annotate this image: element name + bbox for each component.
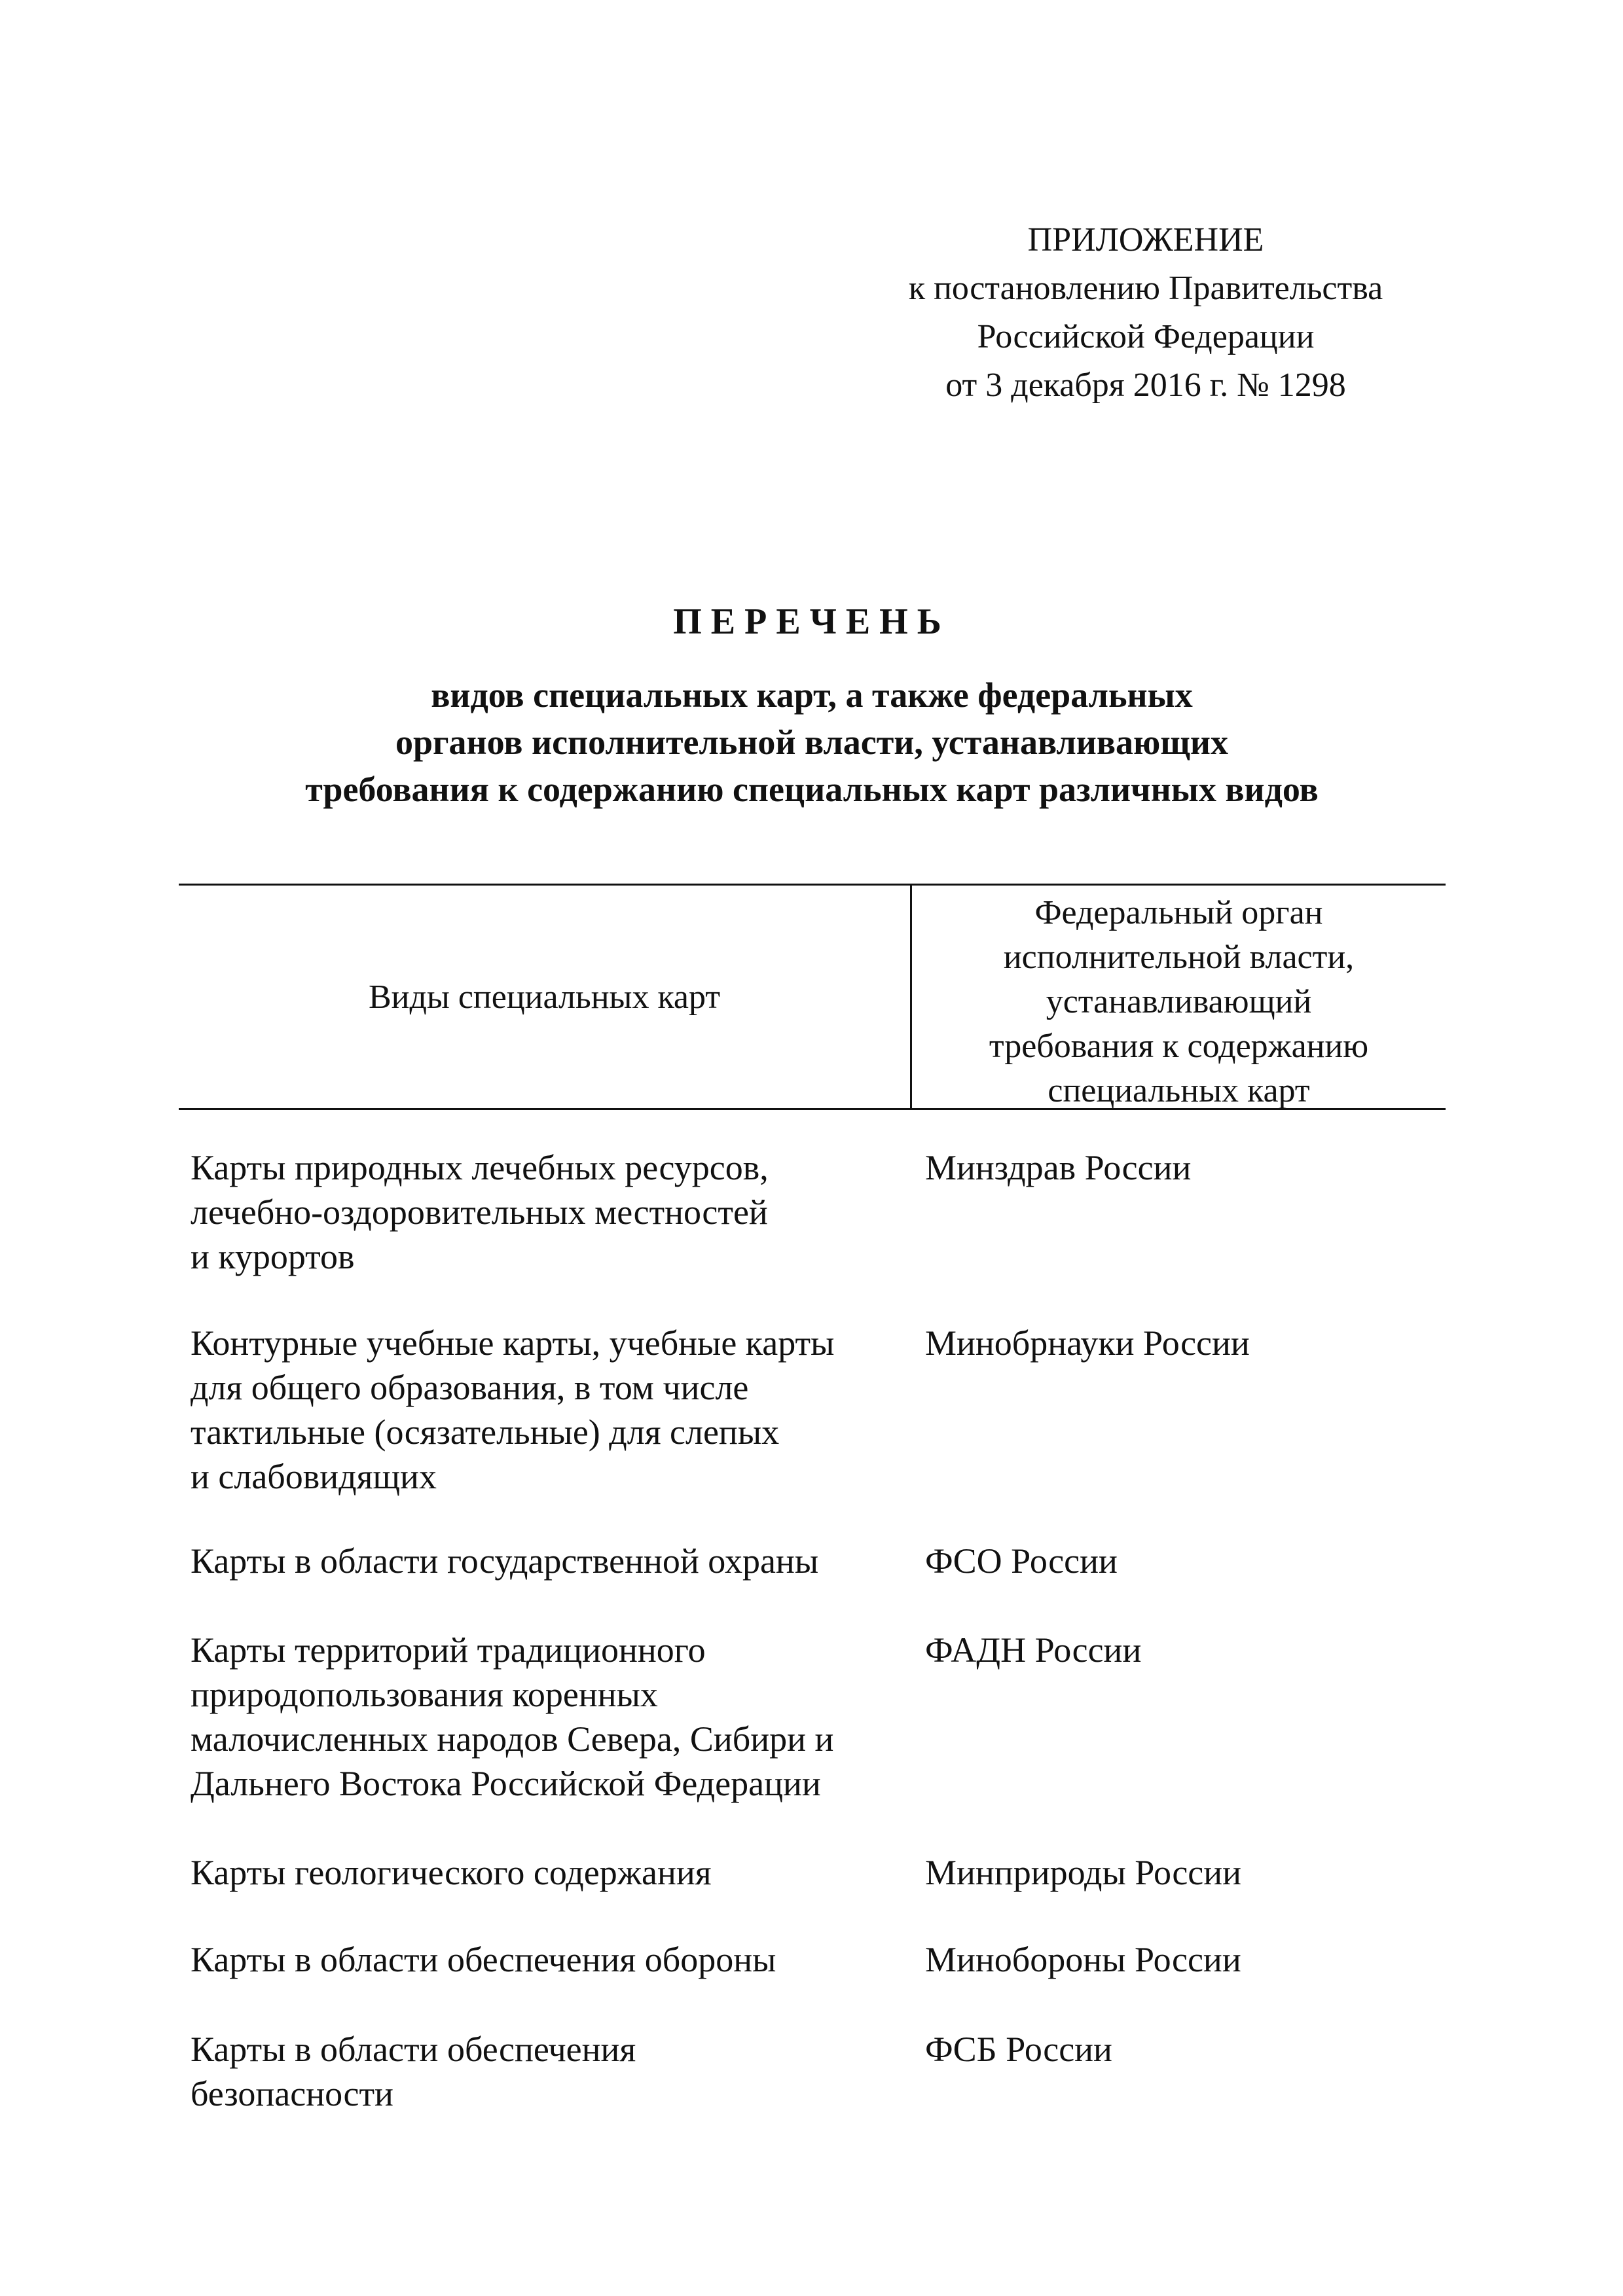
- document-title: ПЕРЕЧЕНЬ: [673, 601, 951, 642]
- header-map-types: [179, 886, 910, 1108]
- table-row: [179, 1539, 1446, 1628]
- map-type-line: и курортов: [191, 1237, 355, 1276]
- authority-cell: ФСБ России: [925, 2030, 1112, 2069]
- appendix-reference-line: Российской Федерации: [977, 318, 1315, 355]
- map-type-cell: [191, 1850, 911, 1895]
- header-authority: [912, 891, 1446, 1113]
- table-row: [179, 1628, 1446, 1850]
- map-type-line: для общего образования, в том числе: [191, 1368, 749, 1407]
- map-type-cell: [191, 1321, 911, 1499]
- map-type-line: Карты в области государственной охраны: [191, 1541, 819, 1581]
- subtitle-line: видов специальных карт, а также федеральных: [431, 675, 1193, 715]
- map-type-cell: [191, 1628, 911, 1806]
- table-row: [179, 1321, 1446, 1539]
- table-row: [179, 2027, 1446, 2125]
- map-type-line: Карты природных лечебных ресурсов,: [191, 1148, 769, 1187]
- map-type-line: Карты территорий традиционного: [191, 1630, 706, 1670]
- header-map-types-label: Виды специальных карт: [368, 978, 721, 1016]
- map-type-line: и слабовидящих: [191, 1457, 437, 1496]
- appendix-block: [851, 216, 1440, 410]
- authority-cell: Минобороны России: [925, 1940, 1241, 1979]
- appendix-label: ПРИЛОЖЕНИЕ: [1027, 221, 1264, 259]
- authority-cell: Минздрав России: [925, 1148, 1192, 1187]
- map-type-line: Карты в области обеспечения обороны: [191, 1940, 776, 1979]
- title-block: [196, 596, 1427, 813]
- table-row: [179, 1850, 1446, 1937]
- map-type-line: безопасности: [191, 2074, 393, 2113]
- appendix-reference-line: к постановлению Правительства: [908, 270, 1383, 307]
- table-header: [179, 884, 1446, 1110]
- table-row: [179, 1145, 1446, 1321]
- map-type-line: Дальнего Востока Российской Федерации: [191, 1764, 821, 1803]
- map-type-cell: [191, 1937, 911, 1982]
- authority-cell: ФСО России: [925, 1541, 1118, 1581]
- maps-table: [179, 884, 1446, 2113]
- authority-cell: ФАДН России: [925, 1630, 1142, 1670]
- header-authority-line: специальных карт: [1048, 1072, 1310, 1109]
- authority-cell: Минобрнауки России: [925, 1323, 1250, 1363]
- map-type-line: Карты геологического содержания: [191, 1853, 712, 1892]
- appendix-date-number: от 3 декабря 2016 г. № 1298: [945, 367, 1346, 404]
- map-type-cell: [191, 2027, 911, 2116]
- header-authority-line: требования к содержанию: [989, 1028, 1369, 1065]
- map-type-cell: [191, 1539, 911, 1583]
- map-type-line: Контурные учебные карты, учебные карты: [191, 1323, 835, 1363]
- header-authority-line: устанавливающий: [1046, 983, 1312, 1020]
- map-type-line: лечебно-оздоровительных местностей: [191, 1193, 768, 1232]
- authority-cell: Минприроды России: [925, 1853, 1242, 1892]
- header-authority-line: Федеральный орган: [1034, 894, 1323, 931]
- map-type-line: природопользования коренных: [191, 1675, 658, 1714]
- header-authority-line: исполнительной власти,: [1003, 939, 1355, 976]
- map-type-line: Карты в области обеспечения: [191, 2030, 636, 2069]
- table-row: [179, 1937, 1446, 2027]
- table-body: [179, 1145, 1446, 2125]
- subtitle-line: требования к содержанию специальных карт различных видов: [305, 770, 1319, 809]
- map-type-cell: [191, 1145, 911, 1279]
- subtitle-line: органов исполнительной власти, устанавливающих: [395, 723, 1228, 762]
- map-type-line: тактильные (осязательные) для слепых: [191, 1412, 780, 1452]
- map-type-line: малочисленных народов Севера, Сибири и: [191, 1719, 834, 1759]
